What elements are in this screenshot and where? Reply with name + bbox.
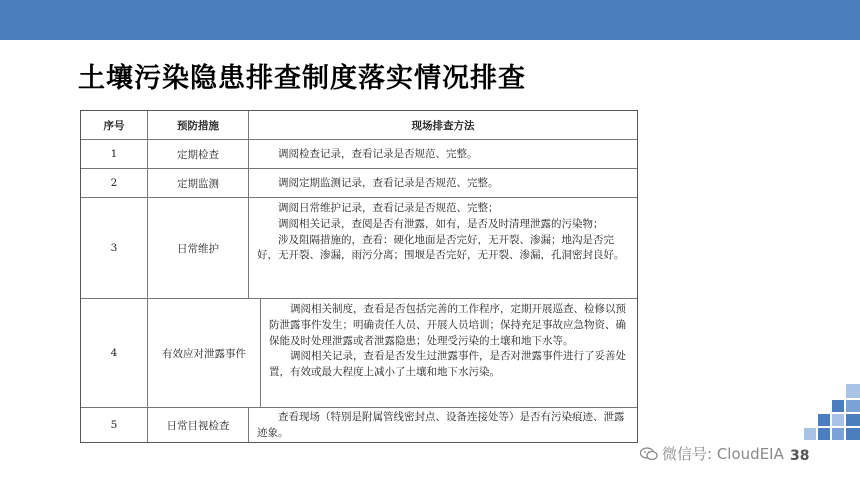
row-number: 1 (81, 140, 148, 168)
page-number: 38 (790, 448, 810, 464)
row-number: 4 (81, 299, 148, 407)
decorative-square (832, 414, 844, 426)
decorative-square (846, 384, 860, 398)
table-row (81, 139, 637, 168)
row-measure: 有效应对泄露事件 (148, 299, 261, 407)
method-line: 调阅日常维护记录，查看记录是否规范、完整； (278, 202, 499, 214)
table-row (81, 197, 637, 298)
watermark-text: 微信号: CloudEIA (662, 445, 784, 463)
row-method (249, 198, 637, 298)
table-row (81, 298, 637, 407)
table-row (81, 407, 637, 442)
header-no: 序号 (81, 111, 148, 139)
row-method (249, 140, 637, 168)
slide-title: 土壤污染隐患排查制度落实情况排查 (78, 63, 526, 94)
row-measure: 日常目视检查 (148, 408, 249, 442)
row-number: 5 (81, 408, 148, 442)
header-measure: 预防措施 (148, 111, 249, 139)
row-measure: 定期检查 (148, 140, 249, 168)
method-line: 调阅相关记录，查看是否发生过泄露事件，是否对泄露事件进行了妥善处置，有效或最大程度上减小了土壤和地下水污染。 (269, 350, 626, 378)
inspection-table (80, 110, 638, 443)
decorative-square (832, 428, 844, 440)
method-line: 调阅定期监测记录，查看记录是否规范、完整。 (278, 176, 499, 189)
row-number: 3 (81, 198, 148, 298)
top-banner (0, 0, 860, 40)
decorative-square (818, 428, 830, 440)
row-measure: 定期监测 (148, 169, 249, 197)
table-row (81, 168, 637, 197)
decorative-square (846, 428, 860, 440)
decorative-square (832, 400, 844, 412)
row-method (249, 408, 637, 442)
wechat-icon (640, 447, 658, 461)
method-line: 调阅相关记录，查阅是否有泄露，如有，是否及时清理泄露的污染物； (278, 217, 604, 230)
method-line: 调阅检查记录，查看记录是否规范、完整。 (278, 147, 478, 160)
decorative-square (846, 414, 860, 426)
method-line: 涉及阻隔措施的，查看：硬化地面是否完好，无开裂、渗漏；地沟是否完好，无开裂、渗漏，雨污分离；围堰是否完好，无开裂、渗漏，孔洞密封良好。 (257, 233, 625, 262)
method-line: 查看现场（特别是附属管线密封点、设备连接处等）是否有污染痕迹、泄露迹象。 (257, 410, 625, 439)
method-line: 调阅相关制度，查看是否包括完善的工作程序，定期开展巡查、检修以预防泄露事件发生；明确责任人员、开展人员培训；保持充足事故应急物资、确保能及时处理泄露或者泄露隐患；处理受污染的土壤和地下水等。 (269, 303, 626, 347)
row-measure: 日常维护 (148, 198, 249, 298)
decorative-square (846, 400, 860, 412)
row-number: 2 (81, 169, 148, 197)
decorative-square (818, 414, 830, 426)
header-method: 现场排查方法 (411, 119, 475, 132)
row-method (261, 299, 637, 407)
table-header-row (81, 111, 637, 139)
decorative-square (804, 428, 816, 440)
row-method (249, 169, 637, 197)
wechat-watermark (640, 443, 784, 464)
